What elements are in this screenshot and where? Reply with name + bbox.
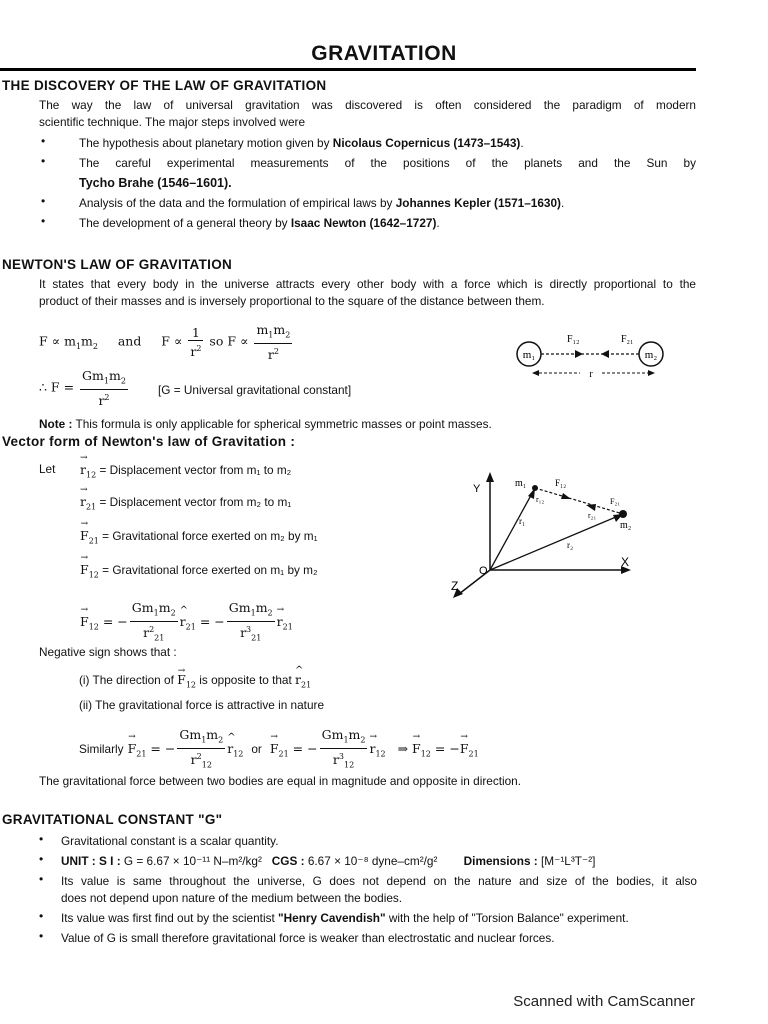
negative-sign-text: Negative sign shows that : [39, 645, 177, 659]
vector-formula: → $F_{12}$ = − $\frac{Gm_1m_2}{r^2_{21}}$ ^ $r_{21}$ = − $\frac{Gm_1m_2}{r^3_{21}}$ → $r_{21}$ [80, 600, 293, 645]
g-bullet-universal-line1: Its value is same throughout the universe, G does not depend on the nature and size of the bodies, it also [61, 874, 697, 888]
bullet-dot: • [39, 832, 44, 846]
mass1-point [532, 485, 538, 491]
note: Note : This formula is only applicable for spherical symmetric masses or point masses. [39, 417, 492, 431]
page-title: GRAVITATION [311, 42, 457, 65]
discovery-bullet-newton: The development of a general theory by Isaac Newton (1642–1727). [79, 216, 440, 230]
bullet-dot: • [41, 154, 46, 168]
m1-label: m₁ [515, 478, 527, 489]
mass2-label: m₂ [644, 349, 658, 361]
discovery-bullet-brahe-line1: The careful experimental measurements of the positions of the planets and the Sun by [79, 156, 696, 170]
constant-g-heading: GRAVITATIONAL CONSTANT "G" [2, 812, 223, 827]
bullet-dot: • [41, 194, 46, 208]
conclusion: The gravitational force between two bodies are equal in magnitude and opposite in direction. [39, 774, 522, 788]
distance-indicator [530, 366, 658, 380]
discovery-intro-line1: The way the law of universal gravitation was discovered is often considered the paradigm of modern [39, 98, 696, 112]
point-i: (i) The direction of → $F_{12}$ is opposite to that ^ $r_{21}$ [79, 671, 311, 695]
newton-para-line2: product of their masses and is inversely proportional to the square of the distance between them. [39, 294, 545, 308]
bullet-dot: • [39, 909, 44, 923]
bullet-dot: • [41, 134, 46, 148]
r2-label: r₂ [567, 540, 574, 550]
r2-vector [490, 514, 623, 570]
g-bullet-cavendish: Its value was first find out by the scientist "Henry Cavendish" with the help of "Torsion Balance" experiment. [61, 911, 629, 925]
f12-arrowhead [575, 350, 583, 358]
mass1-label: m₁ [522, 349, 536, 361]
newton-heading: NEWTON'S LAW OF GRAVITATION [2, 257, 233, 272]
bullet-dot: • [39, 872, 44, 886]
f21-label: F₂₁ [610, 497, 621, 506]
mass2-point [619, 510, 627, 518]
def-r21: → $r_{21}$ = Displacement vector from m₂ to m₁ [80, 494, 291, 512]
f12-label: F₁₂ [567, 334, 580, 345]
bullet-dot: • [39, 929, 44, 943]
distance-label: r [589, 369, 593, 380]
point-ii: (ii) The gravitational force is attractive in nature [79, 698, 325, 712]
def-r12: → $r_{12}$ = Displacement vector from m₁ to m₂ [80, 462, 291, 480]
similarly-formula: Similarly → $F_{21}$ = − $\frac{Gm_1m_2}{r^2_{12}}$ ^ $r_{12}$ or → $F_{21}$ = − $\frac{Gm_1m_2}{r^3_{12}}$ → $r_{12}$ ⇒ → $F_{12}$ = −→ $F_{21}$ [79, 727, 479, 772]
r21-label: r₂₁ [588, 511, 597, 520]
x-label: X [621, 555, 630, 569]
r1-vector [490, 488, 535, 570]
let-label: Let [39, 462, 56, 476]
origin-label: O [479, 565, 488, 577]
discovery-intro-line2: scientific technique. The major steps involved were [39, 115, 306, 129]
scanner-watermark: Scanned with CamScanner [513, 993, 695, 1010]
discovery-bullet-kepler: Analysis of the data and the formulation of empirical laws by Johannes Kepler (1571–1630). [79, 196, 565, 210]
z-label: Z [451, 579, 459, 593]
newton-formula: ∴ F = $\frac{Gm_1m_2}{r^2}$ [39, 368, 126, 408]
title-underline [0, 68, 696, 71]
g-bullet-units: UNIT : S I : G = 6.67 × 10⁻¹¹ N–m²/kg² CGS : 6.67 × 10⁻⁸ dyne–cm²/g² Dimensions : [M⁻¹L³T⁻²] [61, 854, 596, 868]
discovery-bullet-copernicus: The hypothesis about planetary motion given by Nicolaus Copernicus (1473–1543). [79, 136, 524, 150]
g-bullet-universal-line2: does not depend upon nature of the medium between the bodies. [61, 891, 403, 905]
constant-note: [G = Universal gravitational constant] [158, 383, 352, 397]
f21-arrowhead [601, 350, 609, 358]
r12-label: r₁₂ [536, 495, 545, 504]
def-f21: → $F_{21}$ = Gravitational force exerted on m₂ by m₁ [80, 528, 318, 546]
bullet-dot: • [41, 214, 46, 228]
f12-label: F₁₂ [555, 478, 567, 488]
m2-label: m₂ [620, 520, 632, 531]
bullet-dot: • [39, 852, 44, 866]
g-bullet-weak: Value of G is small therefore gravitational force is weaker than electrostatic and nuclear forces. [61, 931, 555, 945]
newton-para-line1: It states that every body in the universe attracts every other body with a force which is directly proportional to the [39, 277, 696, 291]
discovery-bullet-brahe-name: Tycho Brahe (1546–1601). [79, 176, 232, 190]
def-f12: → $F_{12}$ = Gravitational force exerted on m₁ by m₂ [80, 562, 318, 580]
proportionality-relations: $F \propto m_1m_2$ and F ∝ $\frac{1}{r^2}$ so F ∝ $\frac{m_1m_2}{r^2}$ [39, 322, 291, 362]
y-label: Y [473, 483, 481, 495]
r1-label: r₁ [519, 516, 526, 526]
g-bullet-scalar: Gravitational constant is a scalar quantity. [61, 834, 279, 848]
f21-label: F₂₁ [621, 334, 634, 345]
discovery-heading: THE DISCOVERY OF THE LAW OF GRAVITATION [2, 78, 327, 93]
vector-form-heading: Vector form of Newton's law of Gravitation : [2, 434, 296, 449]
vector-diagram [445, 466, 645, 606]
